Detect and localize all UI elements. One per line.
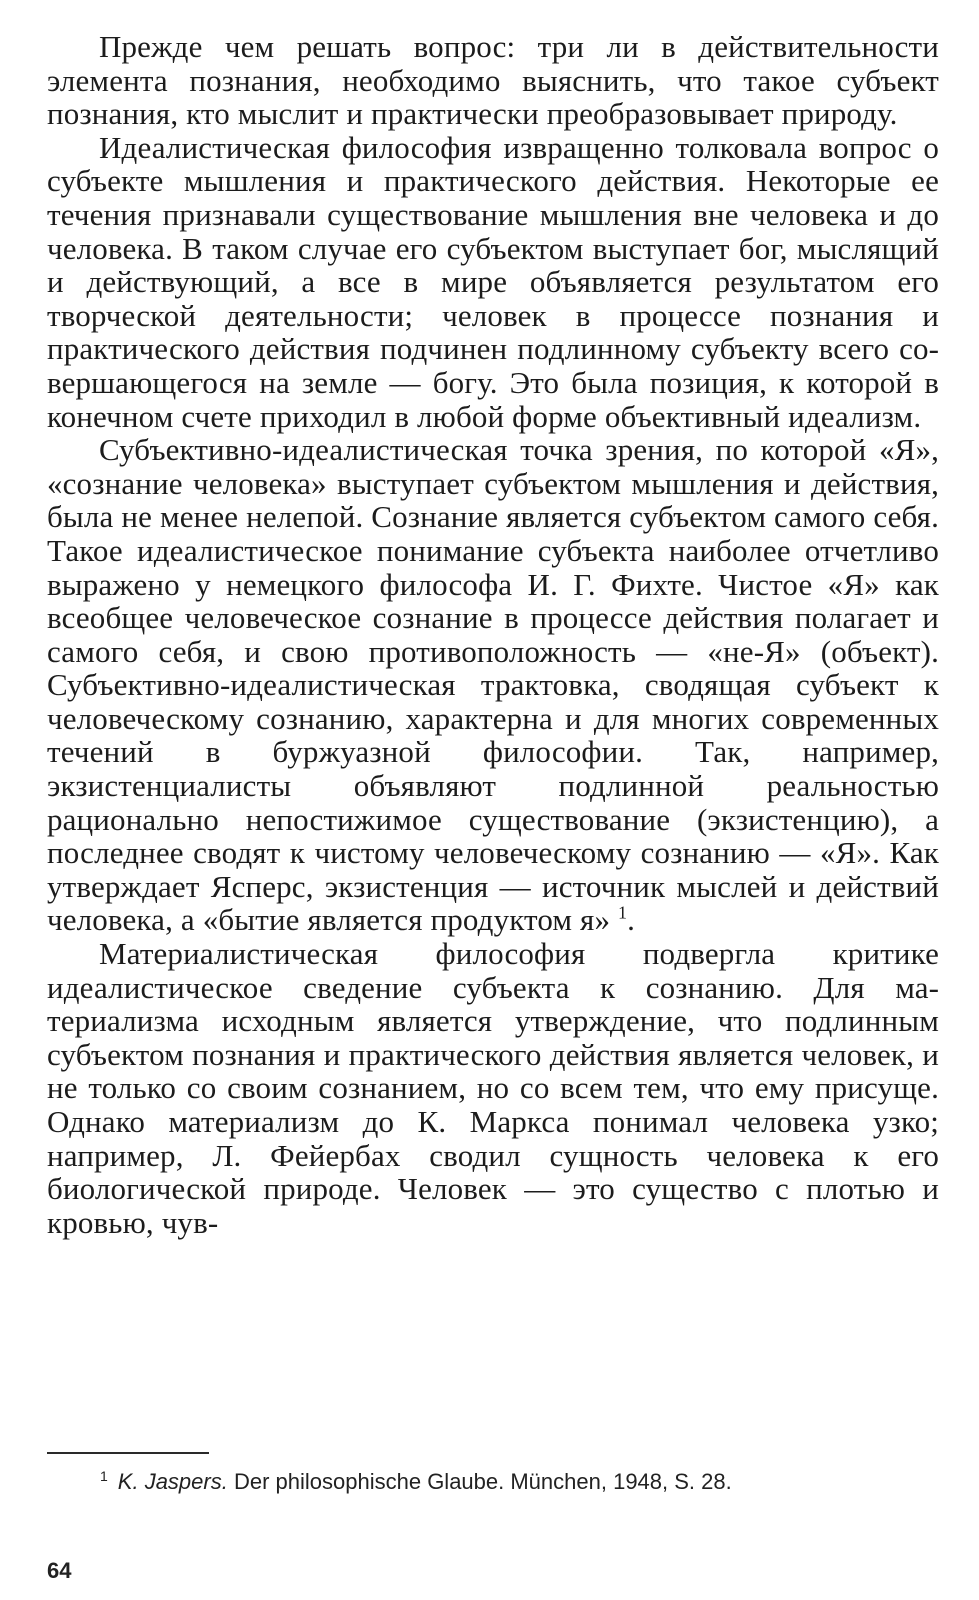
paragraph-4: Материалистическая философия подвергла критике идеалистическое сведение субъекта к сознанию. Для материализма исходным является утверждение, что подлинным субъектом познания и практического действия является человек, и не только со своим сознанием, но со всем тем, что ему присуще. Однако материализм до К. Маркса понимал человека узко; например, Л. Фейербах сводил сущность человека к его биологической природе. Человек — это существо с плотью и кровью, чув- bbox=[47, 936, 939, 1240]
page-number: 64 bbox=[47, 1558, 72, 1583]
paragraph-3-text: Субъективно-идеалистическая точка зрения, по которой «Я», «сознание человека» выступает субъектом мышления и действия, была не менее нелепой. Сознание является субъектом самого себя. Такое идеалистическое понимание субъекта наиболее отчетливо выражено у немецкого философа И. Г. Фихте. Чистое «Я» как всеобщее человеческое сознание в процессе действия полагает и самого себя, и свою противоположность — «не-Я» (объект). Субъективно-идеалистическая трактовка, сводящая субъект к человеческому сознанию, характерна и для многих современных течений в буржуазной философии. Так, например, экзистенциалисты объявляют подлинной реальностью рационально непостижимое существование (экзистенцию), а последнее сводят к чистому человеческому сознанию — «Я». Как утверждает Ясперс, экзистенция — источник мыслей и действий человека, а «бытие является продуктом я» bbox=[47, 432, 939, 938]
footnote-reference-trailing-period: . bbox=[627, 902, 636, 938]
paragraph-1: Прежде чем решать вопрос: три ли в действительности элемента познания, необходимо выяснить, что такое субъект познания, кто мыслит и практически преобразовывает природу. bbox=[47, 29, 939, 132]
footnote-citation: Der philosophische Glaube. München, 1948, S. 28. bbox=[233, 1469, 732, 1494]
footnote-reference[interactable]: 1 bbox=[618, 903, 628, 924]
footnote bbox=[100, 1468, 939, 1496]
footnote-divider bbox=[47, 1452, 209, 1454]
page-body bbox=[47, 30, 939, 1239]
footnote-mark: 1 bbox=[100, 1467, 108, 1484]
footnote-author: K. Jaspers. bbox=[117, 1469, 228, 1494]
paragraph-2: Идеалистическая философия извращенно толковала вопрос о субъекте мышления и практического действия. Некоторые ее течения признавали существование мышления вне человека и до человека. В таком случае его субъектом выступает бог, мыслящий и действующий, а все в мире объявляется результатом его творческой деятельности; человек в процессе познания и практического действия подчинен подлинному субъекту всего совершающегося на земле — богу. Это была позиция, к которой в конечном счете приходил в любой форме объективный идеализм. bbox=[47, 129, 939, 434]
paragraph-3 bbox=[47, 433, 939, 937]
